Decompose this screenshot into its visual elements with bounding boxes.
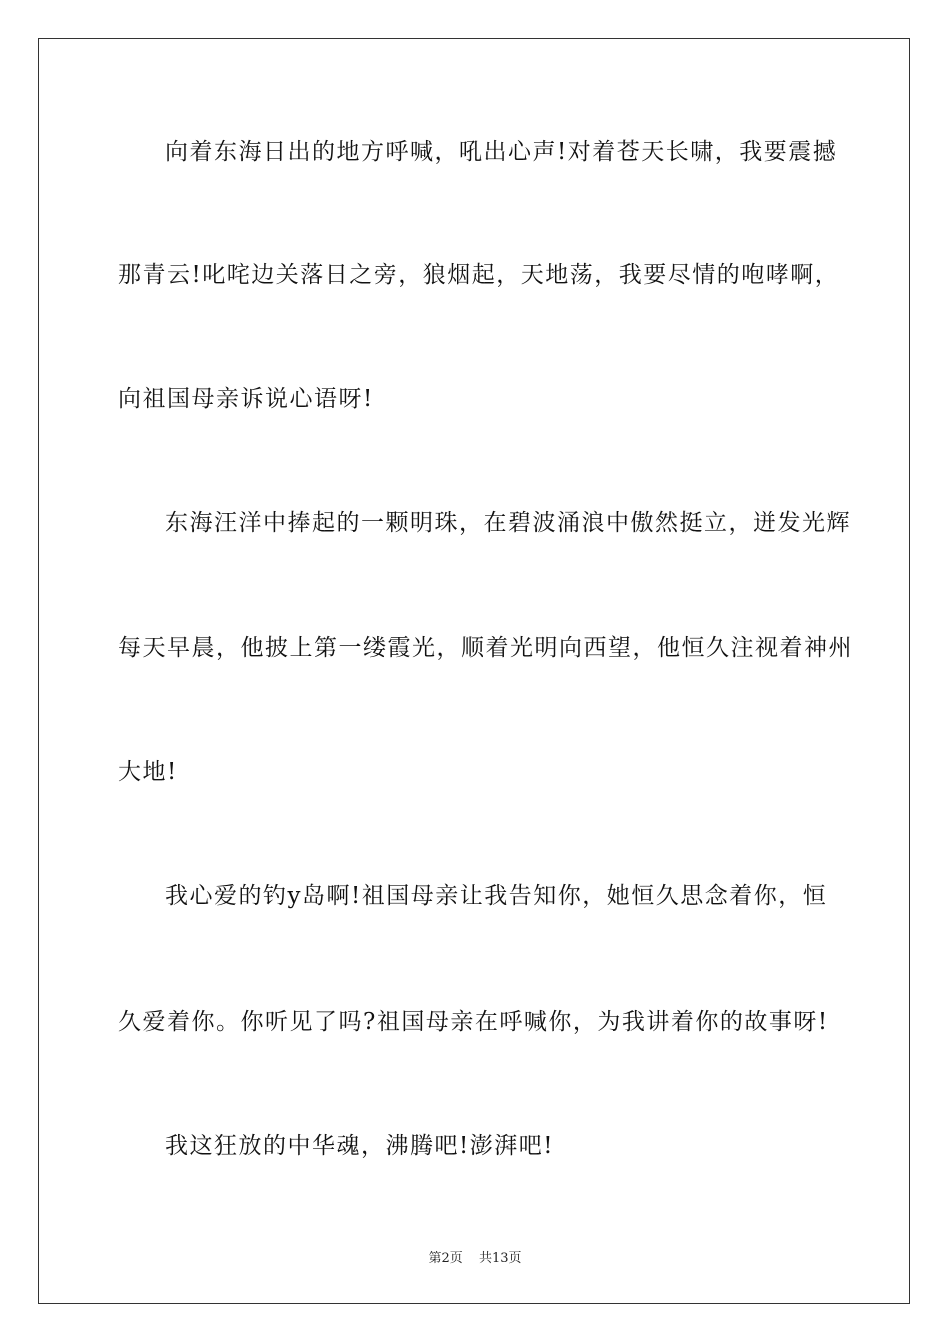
paragraph-1-line-3: 向祖国母亲诉说心语呀! xyxy=(118,386,374,412)
paragraph-3-line-2: 久爱着你。你听见了吗?祖国母亲在呼喊你，为我讲着你的故事呀! xyxy=(118,1009,829,1035)
paragraph-1-line-2: 那青云!叱咤边关落日之旁，狼烟起，天地荡，我要尽情的咆哮啊， xyxy=(118,262,840,288)
page-total: 共13页 xyxy=(478,1251,522,1266)
paragraph-2-line-1: 东海汪洋中捧起的一颗明珠，在碧波涌浪中傲然挺立，迸发光辉 xyxy=(165,510,851,536)
page-frame xyxy=(38,38,910,1304)
paragraph-4-line-1: 我这狂放的中华魂，沸腾吧!澎湃吧! xyxy=(165,1133,554,1159)
paragraph-1-line-1: 向着东海日出的地方呼喊，吼出心声!对着苍天长啸，我要震撼 xyxy=(165,139,838,165)
paragraph-2-line-2: 每天早晨，他披上第一缕霞光，顺着光明向西望，他恒久注视着神州 xyxy=(118,635,853,661)
paragraph-2-line-3: 大地! xyxy=(118,759,178,785)
page-number: 第2页 xyxy=(428,1251,463,1266)
paragraph-3-line-1: 我心爱的钓y岛啊!祖国母亲让我告知你，她恒久思念着你，恒 xyxy=(165,883,828,909)
page-footer xyxy=(0,1247,950,1266)
